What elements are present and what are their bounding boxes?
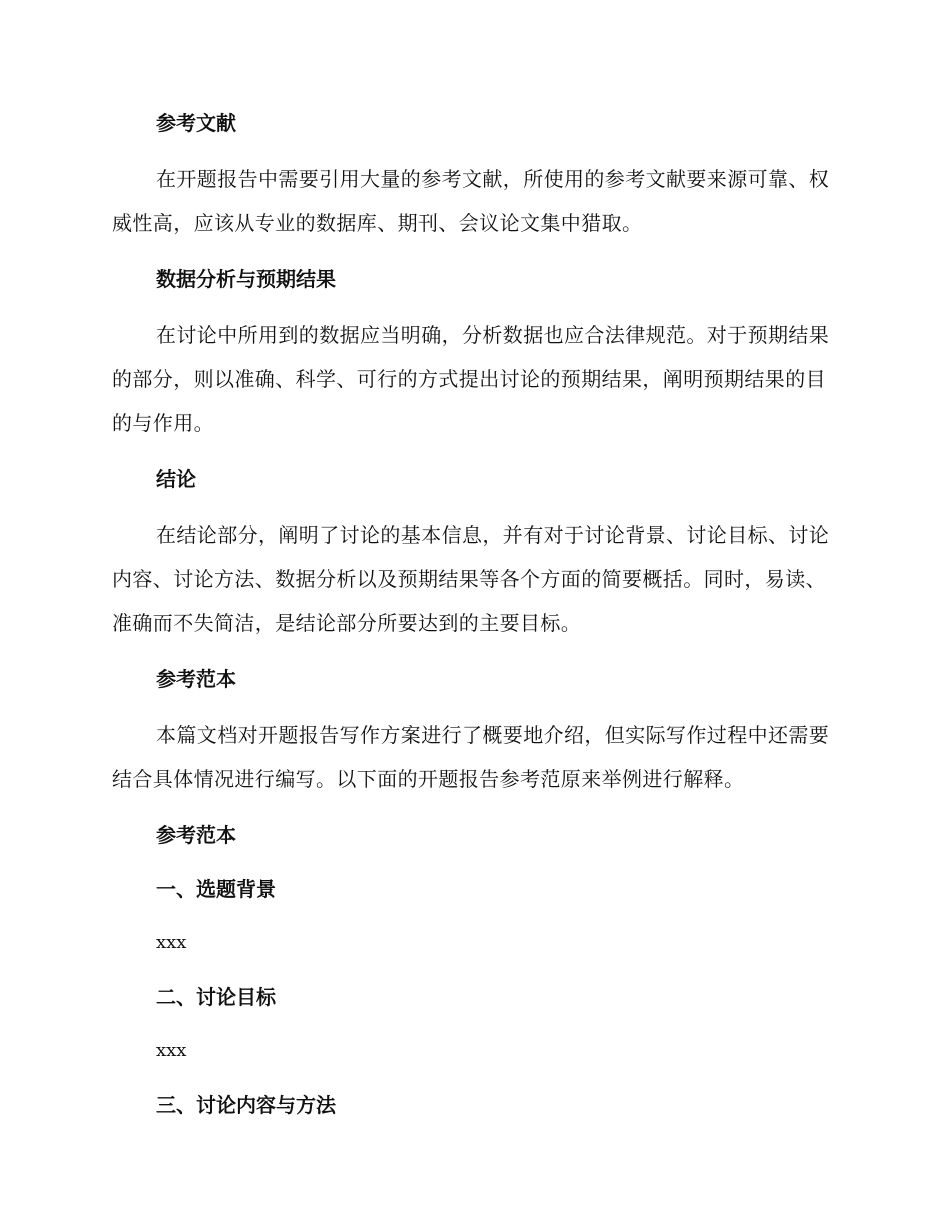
sample-title: 参考范本 — [156, 823, 236, 847]
section-paragraph-data-analysis: 在讨论中所用到的数据应当明确，分析数据也应合法律规范。对于预期结果的部分，则以准确、科学、可行的方式提出讨论的预期结果，阐明预期结果的目的与作用。 — [112, 323, 830, 435]
sample-item-body: xxx — [156, 932, 187, 953]
section-heading-reference-sample: 参考范本 — [156, 667, 236, 691]
section-paragraph-references: 在开题报告中需要引用大量的参考文献，所使用的参考文献要来源可靠、权威性高，应该从专业的数据库、期刊、会议论文集中猎取。 — [112, 167, 830, 235]
sample-item-heading: 二、讨论目标 — [156, 985, 276, 1009]
sample-item-heading: 一、选题背景 — [156, 877, 276, 901]
document-content — [112, 107, 832, 1121]
sample-item-body: xxx — [156, 1040, 187, 1061]
sample-item-heading: 三、讨论内容与方法 — [156, 1093, 336, 1117]
section-heading-references: 参考文献 — [156, 111, 236, 135]
section-heading-conclusion: 结论 — [156, 467, 196, 491]
section-paragraph-reference-sample: 本篇文档对开题报告写作方案进行了概要地介绍，但实际写作过程中还需要结合具体情况进行编写。以下面的开题报告参考范原来举例进行解释。 — [112, 723, 830, 791]
section-paragraph-conclusion: 在结论部分，阐明了讨论的基本信息，并有对于讨论背景、讨论目标、讨论内容、讨论方法、数据分析以及预期结果等各个方面的简要概括。同时，易读、准确而不失简洁，是结论部分所要达到的主要目标。 — [112, 523, 830, 635]
section-heading-data-analysis: 数据分析与预期结果 — [156, 267, 336, 291]
